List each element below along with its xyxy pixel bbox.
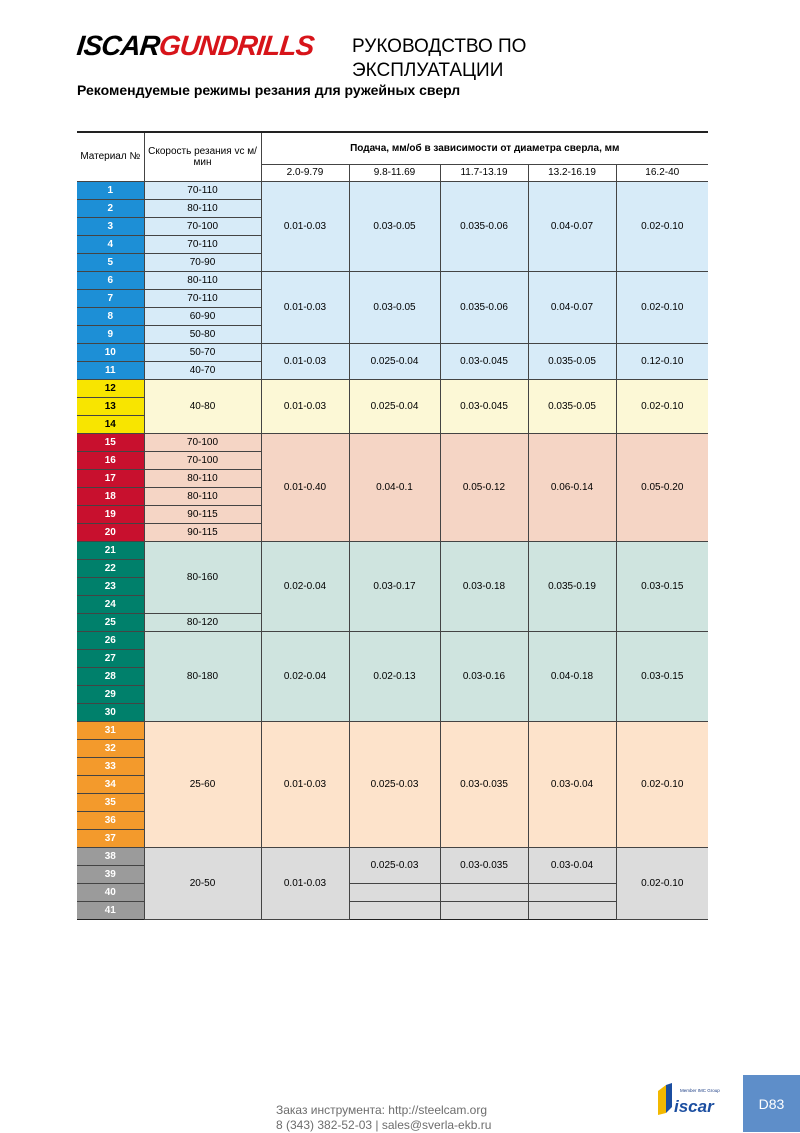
feed-value: 0.02-0.10 [616, 721, 708, 847]
feed-value: 0.01-0.03 [261, 379, 349, 433]
logo-member-text: Member IMC Group [680, 1088, 720, 1093]
iscar-logo-icon [656, 1083, 726, 1117]
cutting-data-table [77, 131, 708, 920]
feed-value-empty [528, 901, 616, 919]
feed-value: 0.03-0.18 [440, 541, 528, 631]
material-number: 9 [77, 325, 144, 343]
material-number: 35 [77, 793, 144, 811]
feed-value: 0.04-0.1 [349, 433, 440, 541]
material-number: 14 [77, 415, 144, 433]
cutting-speed: 70-110 [144, 181, 261, 199]
feed-value: 0.05-0.12 [440, 433, 528, 541]
feed-value: 0.03-0.17 [349, 541, 440, 631]
feed-value: 0.03-0.035 [440, 847, 528, 883]
cutting-speed: 90-115 [144, 523, 261, 541]
feed-value: 0.035-0.05 [528, 379, 616, 433]
feed-value: 0.02-0.10 [616, 271, 708, 343]
material-number: 2 [77, 199, 144, 217]
feed-value: 0.03-0.15 [616, 541, 708, 631]
table-row [77, 433, 708, 451]
document-title-line2: ЭКСПЛУАТАЦИИ [352, 60, 504, 81]
feed-value: 0.035-0.06 [440, 271, 528, 343]
material-number: 17 [77, 469, 144, 487]
cutting-speed: 25-60 [144, 721, 261, 847]
material-number: 39 [77, 865, 144, 883]
material-number: 29 [77, 685, 144, 703]
cutting-speed: 70-90 [144, 253, 261, 271]
cutting-speed: 70-110 [144, 289, 261, 307]
material-number: 21 [77, 541, 144, 559]
brand-logo [75, 30, 315, 62]
feed-value: 0.02-0.10 [616, 181, 708, 271]
feed-value: 0.03-0.035 [440, 721, 528, 847]
cutting-speed: 80-110 [144, 487, 261, 505]
cutting-speed: 50-70 [144, 343, 261, 361]
material-number: 25 [77, 613, 144, 631]
feed-value: 0.04-0.07 [528, 181, 616, 271]
material-number: 18 [77, 487, 144, 505]
feed-value-empty [349, 901, 440, 919]
material-number: 30 [77, 703, 144, 721]
feed-value: 0.02-0.10 [616, 379, 708, 433]
header-diameter: 2.0-9.79 [261, 164, 349, 181]
material-number: 6 [77, 271, 144, 289]
material-number: 8 [77, 307, 144, 325]
feed-value: 0.01-0.03 [261, 271, 349, 343]
feed-value: 0.01-0.03 [261, 343, 349, 379]
table-row [77, 847, 708, 865]
feed-value: 0.02-0.13 [349, 631, 440, 721]
cutting-speed: 70-100 [144, 217, 261, 235]
table-row [77, 343, 708, 361]
material-number: 34 [77, 775, 144, 793]
material-number: 33 [77, 757, 144, 775]
material-number: 26 [77, 631, 144, 649]
table-row [77, 541, 708, 559]
table-row [77, 181, 708, 199]
material-number: 12 [77, 379, 144, 397]
feed-value: 0.03-0.04 [528, 721, 616, 847]
feed-value: 0.01-0.03 [261, 847, 349, 919]
cutting-speed: 80-110 [144, 199, 261, 217]
cutting-speed: 90-115 [144, 505, 261, 523]
feed-value: 0.06-0.14 [528, 433, 616, 541]
footer-contacts [276, 1103, 491, 1133]
cutting-speed: 20-50 [144, 847, 261, 919]
brand-iscar: ISCAR [75, 30, 161, 61]
material-number: 38 [77, 847, 144, 865]
material-number: 41 [77, 901, 144, 919]
material-number: 40 [77, 883, 144, 901]
footer-phone-email[interactable]: 8 (343) 382-52-03 | sales@sverla-ekb.ru [276, 1118, 492, 1132]
feed-value-empty [440, 883, 528, 901]
table-row [77, 271, 708, 289]
page-subtitle: Рекомендуемые режимы резания для ружейных сверл [77, 82, 461, 98]
material-number: 31 [77, 721, 144, 739]
feed-value: 0.025-0.03 [349, 847, 440, 883]
cutting-speed: 50-80 [144, 325, 261, 343]
feed-value: 0.01-0.40 [261, 433, 349, 541]
material-number: 37 [77, 829, 144, 847]
table-row [77, 631, 708, 649]
cutting-speed: 70-100 [144, 451, 261, 469]
feed-value: 0.02-0.10 [616, 847, 708, 919]
material-number: 28 [77, 667, 144, 685]
page-number: D83 [743, 1075, 800, 1132]
cutting-speed: 80-110 [144, 271, 261, 289]
header-diameter: 13.2-16.19 [528, 164, 616, 181]
feed-value: 0.01-0.03 [261, 181, 349, 271]
feed-value: 0.03-0.05 [349, 181, 440, 271]
header-material: Материал № [77, 132, 144, 181]
material-number: 11 [77, 361, 144, 379]
logo-iscar-text: iscar [674, 1097, 714, 1116]
feed-value: 0.03-0.15 [616, 631, 708, 721]
feed-value: 0.04-0.07 [528, 271, 616, 343]
cutting-speed: 80-180 [144, 631, 261, 721]
feed-value: 0.035-0.05 [528, 343, 616, 379]
feed-value-empty [349, 883, 440, 901]
feed-value-empty [440, 901, 528, 919]
cutting-speed: 80-120 [144, 613, 261, 631]
footer-order-link[interactable]: Заказ инструмента: http://steelcam.org [276, 1103, 488, 1117]
feed-value: 0.05-0.20 [616, 433, 708, 541]
cutting-speed: 60-90 [144, 307, 261, 325]
header-diameter: 16.2-40 [616, 164, 708, 181]
feed-value: 0.035-0.06 [440, 181, 528, 271]
cutting-speed: 40-70 [144, 361, 261, 379]
header-diameter: 11.7-13.19 [440, 164, 528, 181]
header-diameter: 9.8-11.69 [349, 164, 440, 181]
cutting-speed: 80-160 [144, 541, 261, 613]
header-speed: Скорость резания vc м/мин [144, 132, 261, 181]
feed-value: 0.12-0.10 [616, 343, 708, 379]
material-number: 10 [77, 343, 144, 361]
document-title [352, 35, 526, 83]
brand-gundrills: GUNDRILLS [157, 30, 316, 61]
material-number: 32 [77, 739, 144, 757]
material-number: 20 [77, 523, 144, 541]
material-number: 19 [77, 505, 144, 523]
table-row [77, 379, 708, 397]
material-number: 4 [77, 235, 144, 253]
feed-value: 0.03-0.04 [528, 847, 616, 883]
feed-value: 0.03-0.045 [440, 343, 528, 379]
material-number: 7 [77, 289, 144, 307]
material-number: 15 [77, 433, 144, 451]
feed-value: 0.02-0.04 [261, 631, 349, 721]
material-number: 16 [77, 451, 144, 469]
material-number: 3 [77, 217, 144, 235]
feed-value-empty [528, 883, 616, 901]
feed-value: 0.03-0.045 [440, 379, 528, 433]
material-number: 23 [77, 577, 144, 595]
header-feed: Подача, мм/об в зависимости от диаметра сверла, мм [261, 132, 708, 164]
feed-value: 0.025-0.04 [349, 379, 440, 433]
cutting-speed: 40-80 [144, 379, 261, 433]
feed-value: 0.025-0.03 [349, 721, 440, 847]
material-number: 13 [77, 397, 144, 415]
material-number: 5 [77, 253, 144, 271]
feed-value: 0.025-0.04 [349, 343, 440, 379]
material-number: 24 [77, 595, 144, 613]
feed-value: 0.03-0.16 [440, 631, 528, 721]
material-number: 22 [77, 559, 144, 577]
feed-value: 0.02-0.04 [261, 541, 349, 631]
cutting-speed: 70-100 [144, 433, 261, 451]
feed-value: 0.035-0.19 [528, 541, 616, 631]
material-number: 1 [77, 181, 144, 199]
table-row [77, 721, 708, 739]
feed-value: 0.04-0.18 [528, 631, 616, 721]
cutting-speed: 80-110 [144, 469, 261, 487]
material-number: 36 [77, 811, 144, 829]
material-number: 27 [77, 649, 144, 667]
feed-value: 0.01-0.03 [261, 721, 349, 847]
document-title-line1: РУКОВОДСТВО ПО [352, 36, 527, 57]
cutting-speed: 70-110 [144, 235, 261, 253]
feed-value: 0.03-0.05 [349, 271, 440, 343]
